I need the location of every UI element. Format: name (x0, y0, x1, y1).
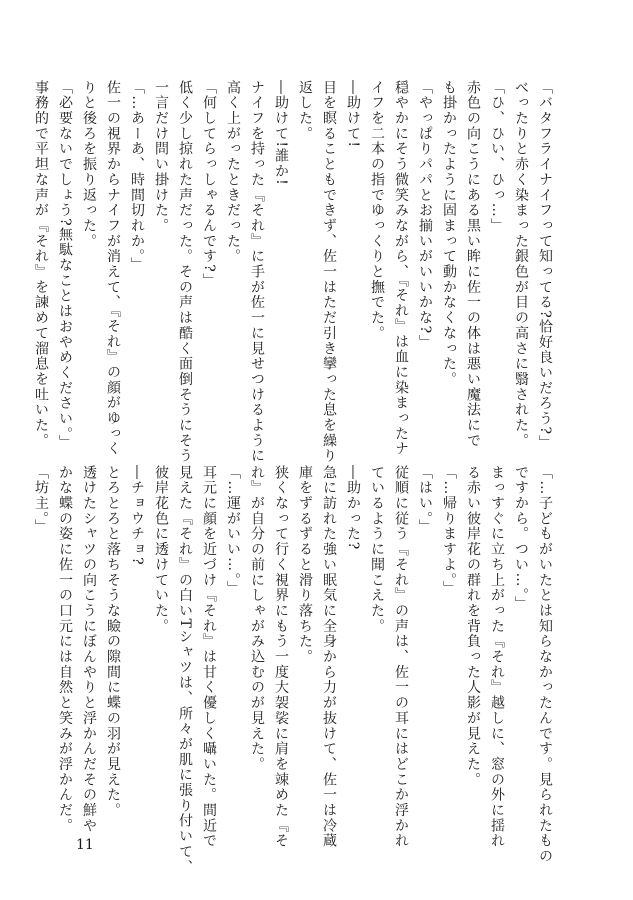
text-line: ―チョウチョ? (129, 465, 145, 566)
text-line: 「やっぱりパパとお揃いがいいかな?」 (417, 80, 433, 350)
text-line: る赤い彼岸花の群れを背負った人影が見えた。 (465, 465, 481, 788)
text-line: 見えた『それ』の白いTシャツは、所々が肌に張り付いて、 (177, 465, 193, 875)
text-line: 一言だけ問い掛けた。 (153, 80, 169, 234)
text-line: 「何してらっしゃるんです?」 (201, 80, 217, 289)
text-line: イフを二本の指でゆっくりと撫でた。 (369, 80, 385, 341)
text-line: かな蝶の姿に佐一の口元には自然と笑みが浮かんだ。 (57, 465, 73, 834)
text-line: 佐一の視界からナイフが消えて、『それ』の顔がゆっく (105, 80, 121, 457)
text-line: 彼岸花色に透けていた。 (153, 465, 169, 634)
text-line: 目を瞑ることもできず、佐一はただ引き攣った息を繰り (321, 80, 337, 464)
text-line: 低く少し掠れた声だった。その声は酷く面倒そうにそう (177, 80, 193, 464)
text-line: ―助かった? (345, 465, 361, 551)
text-line: 「坊主。」 (33, 465, 49, 535)
text-line: 事務的で平坦な声が『それ』を諫めて溜息を吐いた。 (33, 80, 49, 449)
text-line: 透けたシャツの向こうにぼんやりと浮かんだその鮮や (81, 465, 97, 834)
text-line: ―助けて!誰か! (273, 80, 289, 187)
text-line: 「必要ないでしょう?無駄なことはおやめください。」 (57, 80, 73, 451)
text-line: 庫をずるずると滑り落ちた。 (297, 465, 313, 665)
upper-text-block (33, 80, 557, 464)
text-line: 「…運がいい…。」 (225, 465, 241, 597)
text-line: 「…子どもがいたとは知らなかったんです。見られたもの (537, 465, 553, 865)
text-line: 従順に従う『それ』の声は、佐一の耳にはどこか浮かれ (393, 465, 409, 849)
text-line: 「…あーあ、時間切れか。」 (129, 80, 145, 273)
text-line: も掛かったように固まって動かなくなった。 (441, 80, 457, 387)
text-line: べったりと赤く染まった銀色が目の高さに翳された。 (513, 80, 529, 449)
text-line: 急に訪れた強い眠気に全身から力が抜けて、佐一は冷蔵 (321, 465, 337, 849)
text-line: りと後ろを振り返った。 (81, 80, 97, 249)
text-line: とろとろと落ちそうな瞼の隙間に蝶の羽が見えた。 (105, 465, 121, 819)
text-line: ですから。つい…。」 (513, 465, 529, 612)
text-line: 高く上がったときだった。 (225, 80, 241, 265)
text-line: 穏やかにそう微笑みながら、『それ』は血に染まったナ (393, 80, 409, 457)
text-line: 「ひ、ひい、ひっ…」 (489, 80, 505, 234)
text-line: 耳元に顔を近づけ『それ』は甘く優しく囁いた。間近で (201, 465, 217, 849)
text-line: ているように聞こえた。 (369, 465, 385, 634)
text-line: れ』が自分の前にしゃがみ込むのが見えた。 (249, 465, 265, 772)
text-line: 返した。 (297, 80, 313, 142)
text-line: 「…帰りますよ。」 (441, 465, 457, 597)
page-number: 11 (76, 837, 94, 853)
text-line: 赤色の向こうにある黒い眸に佐一の体は悪い魔法にで (465, 80, 481, 449)
text-line: 「バタフライナイフって知ってる?恰好良いだろう?」 (537, 80, 553, 451)
text-line: 狭くなって行く視界にもう一度大袈裟に肩を竦めた『そ (273, 465, 289, 849)
text-line: まっすぐに立ち上がった『それ』越しに、窓の外に揺れ (489, 465, 505, 849)
text-line: ―助けて! (345, 80, 361, 149)
text-line: 「はい。」 (417, 465, 433, 535)
text-line: ナイフを持った『それ』に手が佐一に見せつけるように (249, 80, 265, 464)
